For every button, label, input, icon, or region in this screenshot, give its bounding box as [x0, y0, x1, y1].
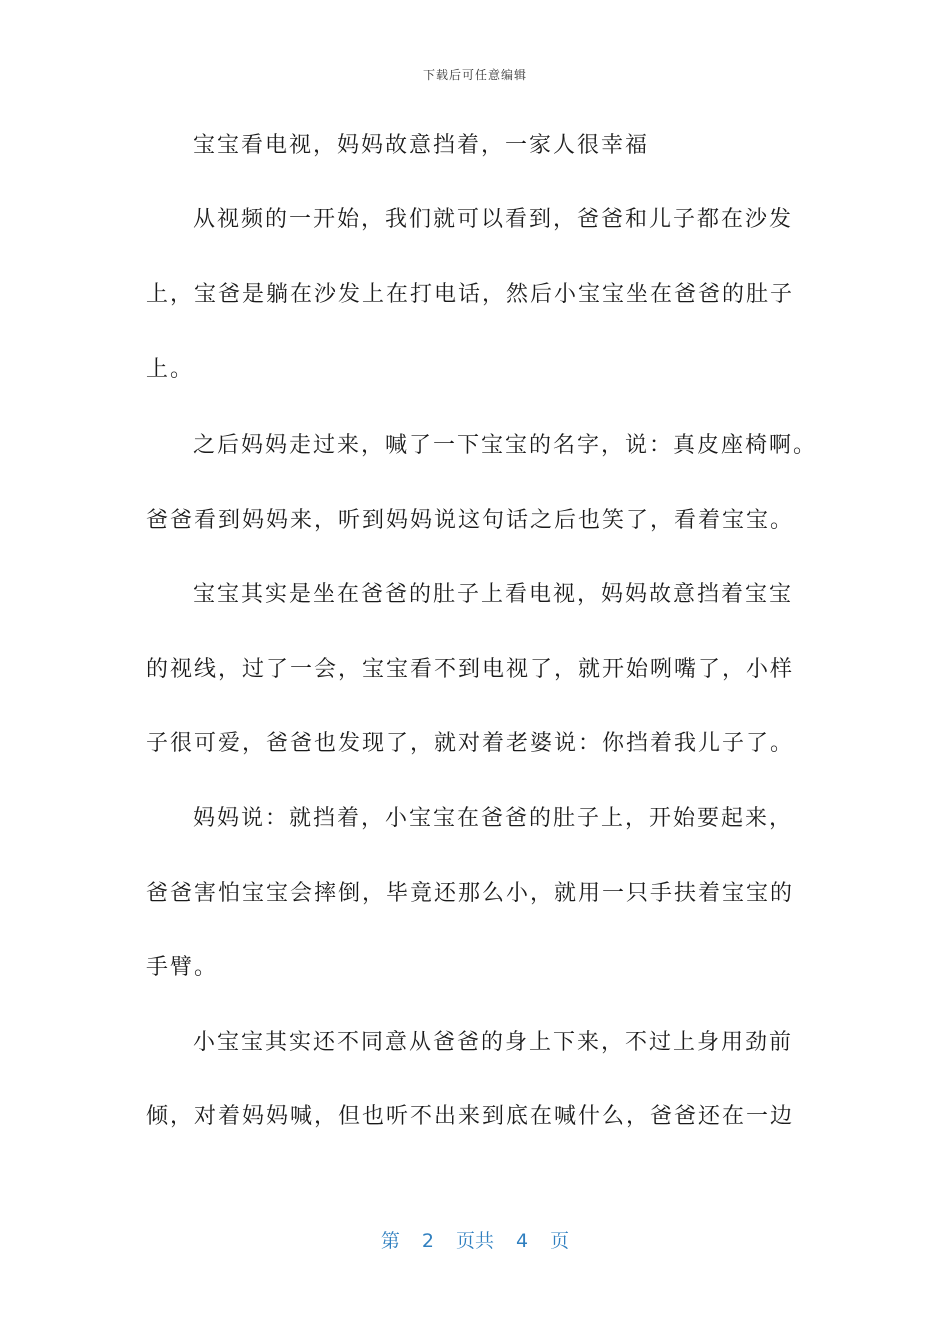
- paragraph-line: 爸爸看到妈妈来，听到妈妈说这句话之后也笑了，看着宝宝。: [146, 508, 795, 533]
- footer-suffix: 页: [550, 1230, 570, 1252]
- paragraph-line: 上。: [146, 357, 195, 382]
- footer-current-page: 2: [421, 1230, 434, 1252]
- paragraph-line: 上，宝爸是躺在沙发上在打电话，然后小宝宝坐在爸爸的肚子: [146, 282, 795, 307]
- paragraph-line: 爸爸害怕宝宝会摔倒，毕竟还那么小，就用一只手扶着宝宝的: [146, 881, 795, 906]
- paragraph-line: 宝宝其实是坐在爸爸的肚子上看电视，妈妈故意挡着宝宝: [193, 582, 794, 607]
- header-note: 下载后可任意编辑: [422, 68, 527, 82]
- paragraph-line: 宝宝看电视，妈妈故意挡着，一家人很幸福: [193, 133, 650, 158]
- paragraph-line: 妈妈说：就挡着，小宝宝在爸爸的肚子上，开始要起来，: [193, 806, 794, 831]
- footer-middle: 页共: [455, 1230, 494, 1252]
- paragraph-line: 从视频的一开始，我们就可以看到，爸爸和儿子都在沙发: [193, 207, 794, 232]
- footer-prefix: 第: [380, 1230, 400, 1252]
- paragraph-line: 手臂。: [146, 955, 219, 980]
- footer-total-pages: 4: [516, 1230, 529, 1252]
- paragraph-line: 倾，对着妈妈喊，但也听不出来到底在喊什么，爸爸还在一边: [146, 1104, 795, 1129]
- page-number-footer: [0, 1226, 950, 1253]
- paragraph-line: 子很可爱，爸爸也发现了，就对着老婆说：你挡着我儿子了。: [146, 731, 795, 756]
- paragraph-line: 小宝宝其实还不同意从爸爸的身上下来，不过上身用劲前: [193, 1030, 794, 1055]
- paragraph-line: 的视线，过了一会，宝宝看不到电视了，就开始咧嘴了，小样: [146, 657, 795, 682]
- paragraph-line: 之后妈妈走过来，喊了一下宝宝的名字，说：真皮座椅啊。: [193, 433, 818, 458]
